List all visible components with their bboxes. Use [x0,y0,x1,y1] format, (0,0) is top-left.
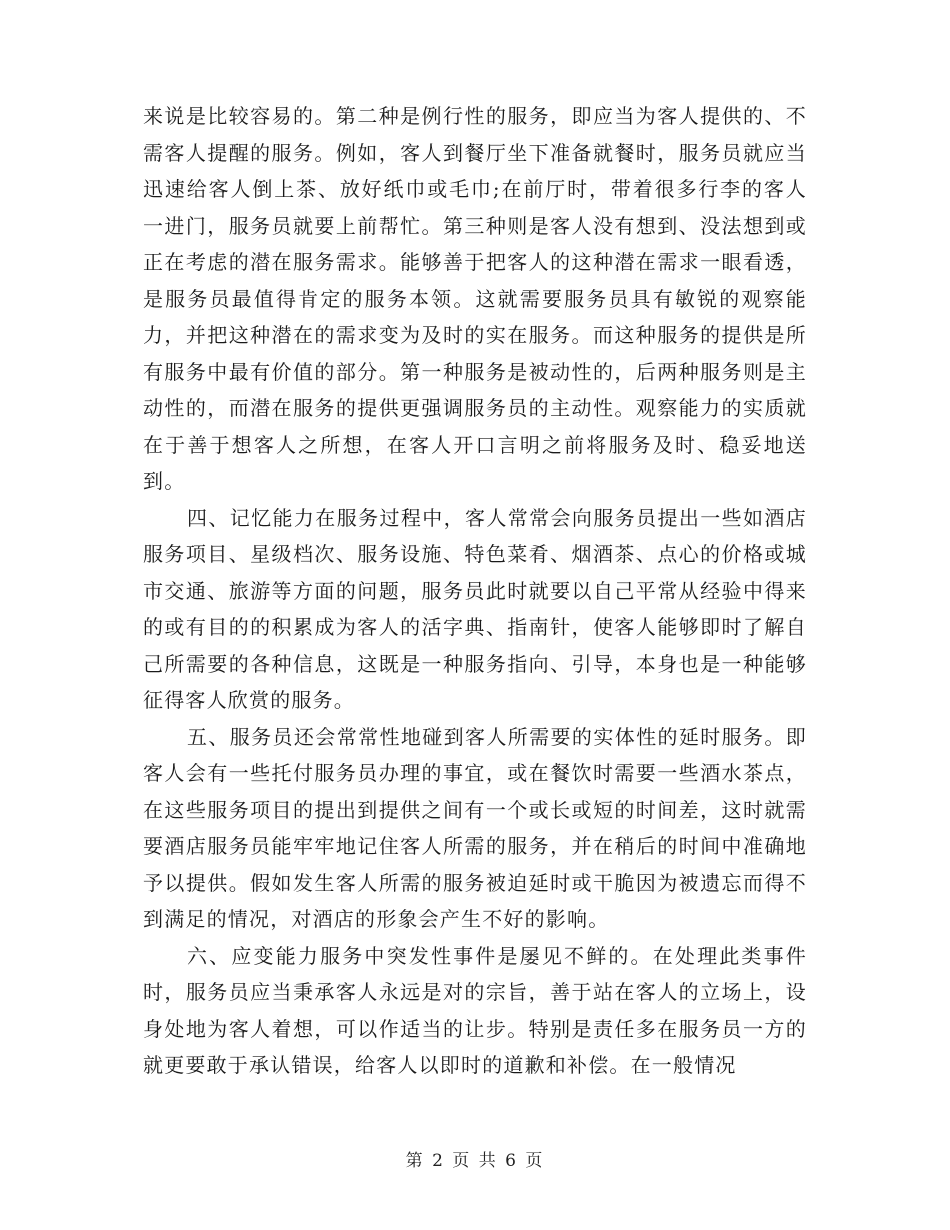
page-footer: 第 2 页 共 6 页 [405,1151,545,1171]
document-body [143,98,807,1084]
paragraph-4: 六、应变能力服务中突发性事件是屡见不鲜的。在处理此类事件时，服务员应当秉承客人永远是对的宗旨，善于站在客人的立场上，设身处地为客人着想，可以作适当的让步。特别是责任多在服务员一方的就更要敢于承认错误，给客人以即时的道歉和补偿。在一般情况 [143,943,807,1077]
paragraph-1: 来说是比较容易的。第二种是例行性的服务，即应当为客人提供的、不需客人提醒的服务。例如，客人到餐厅坐下准备就餐时，服务员就应当迅速给客人倒上茶、放好纸巾或毛巾;在前厅时，带着很多行李的客人一进门，服务员就要上前帮忙。第三种则是客人没有想到、没法想到或正在考虑的潜在服务需求。能够善于把客人的这种潜在需求一眼看透，是服务员最值得肯定的服务本领。这就需要服务员具有敏锐的观察能力，并把这种潜在的需求变为及时的实在服务。而这种服务的提供是所有服务中最有价值的部分。第一种服务是被动性的，后两种服务则是主动性的，而潜在服务的提供更强调服务员的主动性。观察能力的实质就在于善于想客人之所想，在客人开口言明之前将服务及时、稳妥地送到。 [143,104,807,493]
paragraph-3: 五、服务员还会常常性地碰到客人所需要的实体性的延时服务。即客人会有一些托付服务员办理的事宜，或在餐饮时需要一些酒水茶点，在这些服务项目的提出到提供之间有一个或长或短的时间差，这时就需要酒店服务员能牢牢地记住客人所需的服务，并在稍后的时间中准确地予以提供。假如发生客人所需的服务被迫延时或干脆因为被遗忘而得不到满足的情况，对酒店的形象会产生不好的影响。 [143,724,807,931]
paragraph-2: 四、记忆能力在服务过程中，客人常常会向服务员提出一些如酒店服务项目、星级档次、服务设施、特色菜肴、烟酒茶、点心的价格或城市交通、旅游等方面的问题，服务员此时就要以自己平常从经验中得来的或有目的的积累成为客人的活字典、指南针，使客人能够即时了解自己所需要的各种信息，这既是一种服务指向、引导，本身也是一种能够征得客人欣赏的服务。 [143,505,807,712]
